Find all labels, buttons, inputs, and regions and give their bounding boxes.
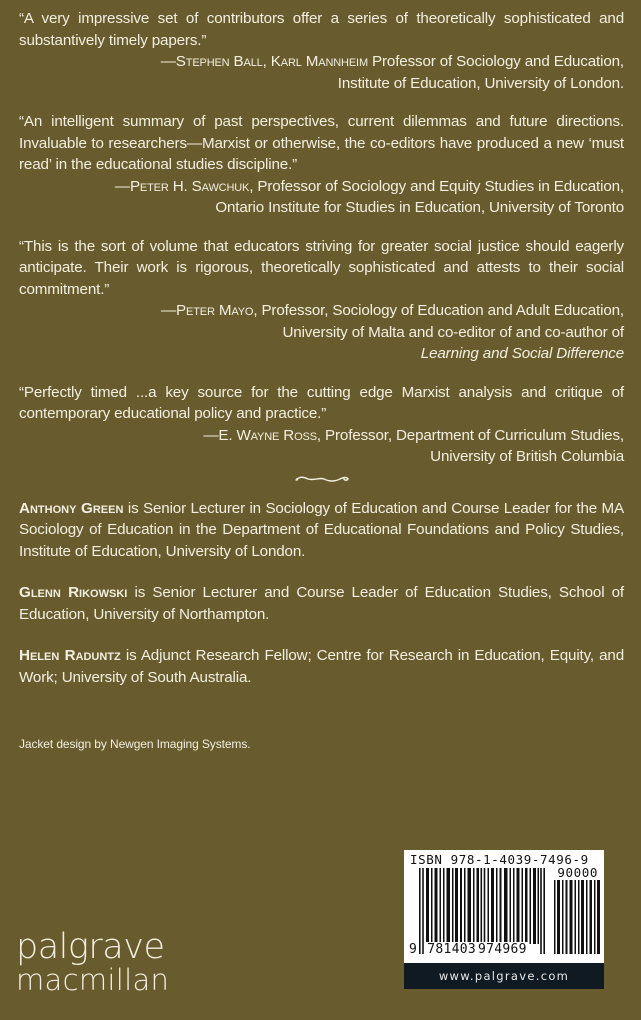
- endorsement-2: [19, 111, 624, 219]
- endorser-name: Peter H. Sawchuk: [129, 177, 250, 195]
- endorsement-affiliation: University of British Columbia: [430, 448, 624, 465]
- publisher-logo-line2: macmillan: [16, 963, 170, 997]
- author-name: Glenn Rikowski: [19, 584, 128, 601]
- back-cover-text: [19, 8, 624, 752]
- endorsement-affiliation: Institute of Education, University of London.: [337, 74, 624, 92]
- isbn-label: ISBN 978-1-4039-7496-9: [410, 852, 589, 867]
- ornament-flourish-icon: [294, 474, 350, 484]
- author-name: Helen Raduntz: [19, 647, 121, 664]
- jacket-design-credit: Jacket design by Newgen Imaging Systems.: [19, 737, 251, 751]
- endorsement-affiliation: Ontario Institute for Studies in Education, University of Toronto: [215, 199, 624, 216]
- endorsement-3: [19, 236, 624, 365]
- endorsement-1: [19, 8, 624, 94]
- publisher-logo: [16, 927, 170, 997]
- endorser-name: Peter Mayo: [176, 302, 254, 319]
- endorsement-attribution: —Stephen Ball, Karl Mannheim Professor of Sociology and Education,: [160, 53, 624, 70]
- publisher-logo-line1: palgrave: [16, 927, 165, 967]
- endorsement-quote: “Perfectly timed ...a key source for the cutting edge Marxist analysis and critique of contemporary educational policy and practice.”: [19, 383, 624, 422]
- endorser-name: E. Wayne Ross: [218, 426, 317, 444]
- endorser-title-sc: Karl Mannheim: [270, 53, 368, 70]
- price-code: 90000: [557, 865, 598, 880]
- endorser-name: Stephen Ball: [175, 53, 263, 70]
- publisher-url: www.palgrave.com: [404, 963, 604, 989]
- endorsement-quote: “An intelligent summary of past perspectives, current dilemmas and future directions. Invaluable to researchers—Marxist or otherwise, the co-editors have produced a new ‘must read’ in the educational studies discipline.”: [19, 113, 624, 173]
- price-addon-bars-icon: [554, 880, 600, 954]
- endorsement-4: [19, 382, 624, 468]
- endorsement-attribution: —E. Wayne Ross, Professor, Department of Curriculum Studies,: [203, 426, 624, 444]
- ean-number: 9 781403 974969: [409, 942, 527, 957]
- endorsement-quote: “A very impressive set of contributors offer a series of theoretically sophisticated and substantively timely papers.”: [19, 10, 624, 49]
- book-title-italic: Learning and Social Difference: [420, 345, 624, 362]
- bio-helen-raduntz: Helen Raduntz is Adjunct Research Fellow; Centre for Research in Education, Equity, and Work; University of South Australia.: [19, 647, 625, 686]
- endorsement-quote: “This is the sort of volume that educators striving for greater social justice should eagerly anticipate. Their work is rigorous, theoretically sophisticated and attests to their social commitment.”: [19, 237, 624, 298]
- bio-anthony-green: Anthony Green is Senior Lecturer in Sociology of Education and Course Leader for the MA Sociology of Education in the Department of Educational Foundations and Policy Studies, Institute of Education, University of London.: [19, 499, 624, 560]
- endorsement-attribution: —Peter Mayo, Professor, Sociology of Education and Adult Education,: [161, 302, 624, 319]
- endorsement-affiliation: University of Malta and co-editor of and co-author of: [282, 323, 624, 341]
- bio-glenn-rikowski: Glenn Rikowski is Senior Lecturer and Course Leader of Education Studies, School of Education, University of Northampton.: [19, 584, 624, 623]
- author-name: Anthony Green: [19, 499, 124, 517]
- endorsement-attribution: —Peter H. Sawchuk, Professor of Sociology and Equity Studies in Education,: [114, 177, 624, 195]
- isbn-barcode: [404, 850, 604, 989]
